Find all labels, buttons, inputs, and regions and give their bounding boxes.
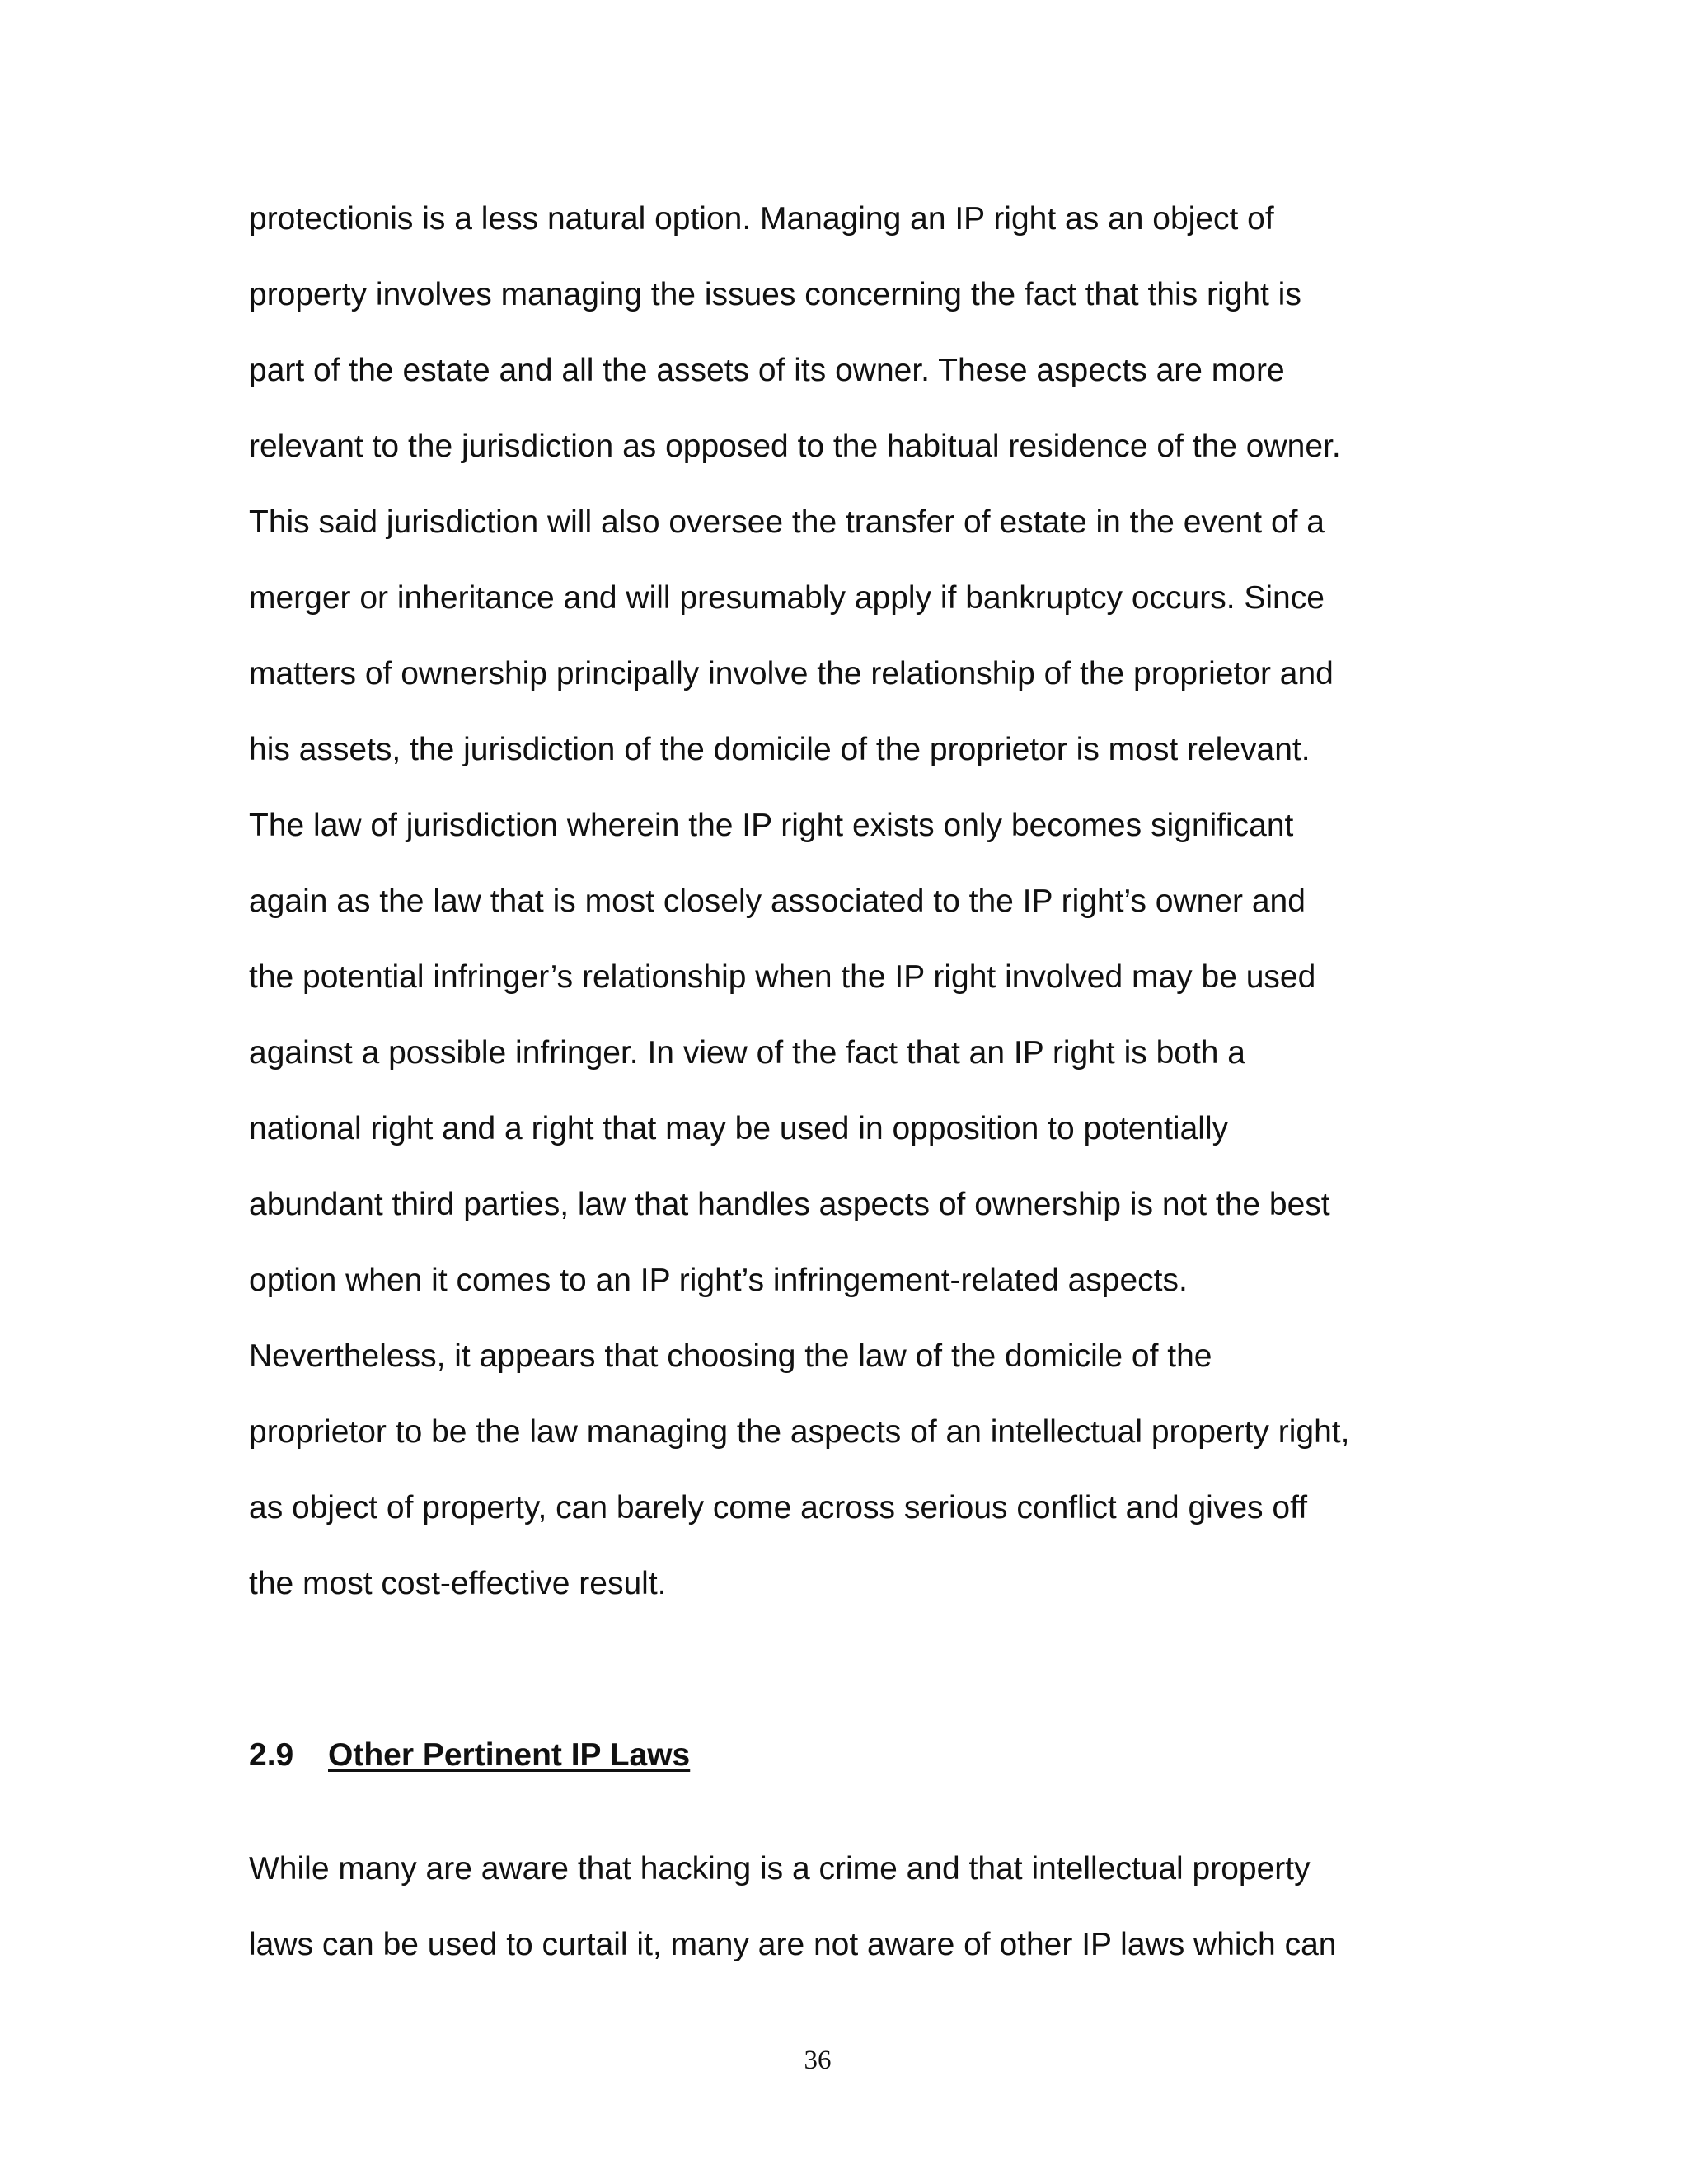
text-line: the most cost-effective result.	[249, 1566, 667, 1601]
body-paragraph	[249, 181, 1428, 1622]
text-line: protectionis is a less natural option. Managing an IP right as an object of	[249, 201, 1274, 237]
text-line: laws can be used to curtail it, many are not aware of other IP laws which can	[249, 1927, 1337, 1962]
page-number: 36	[804, 2046, 832, 2075]
section-heading	[249, 1718, 690, 1793]
text-line: abundant third parties, law that handles aspects of ownership is not the best	[249, 1187, 1330, 1222]
text-line: property involves managing the issues concerning the fact that this right is	[249, 277, 1301, 312]
text-line: This said jurisdiction will also oversee the transfer of estate in the event of a	[249, 504, 1325, 540]
text-line: The law of jurisdiction wherein the IP right exists only becomes significant	[249, 808, 1294, 843]
section-number: 2.9	[249, 1737, 294, 1773]
text-line: relevant to the jurisdiction as opposed to the habitual residence of the owner.	[249, 429, 1341, 464]
text-line: part of the estate and all the assets of its owner. These aspects are more	[249, 353, 1285, 388]
text-line: again as the law that is most closely associated to the IP right’s owner and	[249, 883, 1306, 919]
body-paragraph	[249, 1831, 1428, 1983]
text-line: merger or inheritance and will presumably apply if bankruptcy occurs. Since	[249, 580, 1325, 616]
text-line: as object of property, can barely come across serious conflict and gives off	[249, 1490, 1308, 1526]
text-line: national right and a right that may be used in opposition to potentially	[249, 1111, 1229, 1146]
text-line: While many are aware that hacking is a crime and that intellectual property	[249, 1851, 1311, 1886]
text-line: the potential infringer’s relationship when the IP right involved may be used	[249, 959, 1316, 995]
text-line: matters of ownership principally involve the relationship of the proprietor and	[249, 656, 1334, 691]
text-line: proprietor to be the law managing the aspects of an intellectual property right,	[249, 1414, 1350, 1450]
section-title: Other Pertinent IP Laws	[328, 1737, 691, 1773]
text-line: Nevertheless, it appears that choosing the law of the domicile of the	[249, 1338, 1212, 1374]
text-line: his assets, the jurisdiction of the domicile of the proprietor is most relevant.	[249, 732, 1311, 767]
text-line: against a possible infringer. In view of the fact that an IP right is both a	[249, 1035, 1245, 1071]
text-line: option when it comes to an IP right’s infringement-related aspects.	[249, 1263, 1188, 1298]
